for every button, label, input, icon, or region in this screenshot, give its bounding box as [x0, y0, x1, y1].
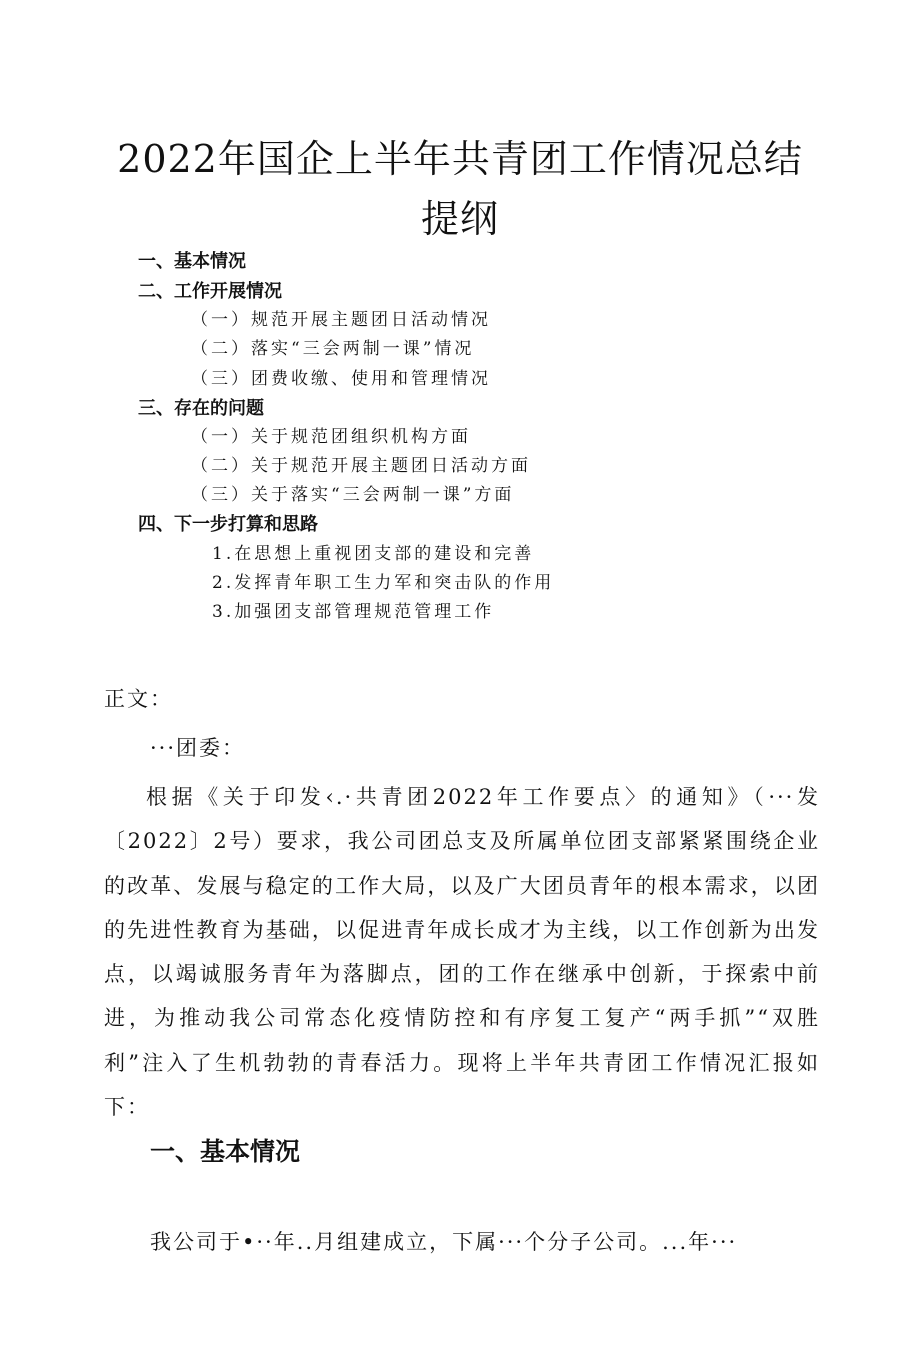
outline-heading-4: 四、下一步打算和思路 [138, 514, 318, 535]
outline-item: （二）关于规范开展主题团日活动方面 [191, 456, 531, 476]
intro-paragraph: 根据《关于印发‹.·共青团2022年工作要点〉的通知》（···发〔2022〕2号）要求，我公司团总支及所属单位团支部紧紧围绕企业的改革、发展与稳定的工作大局，以及广大团员青年的根本需求，以团的先进性教育为基础，以促进青年成长成才为主线，以工作创新为出发点，以竭诚服务青年为落脚点，团的工作在继承中创新，于探索中前进，为推动我公司常态化疫情防控和有序复工复产“两手抓”“双胜利”注入了生机勃勃的青春活力。现将上半年共青团工作情况汇报如下： [104, 785, 820, 1120]
outline-item: （一）规范开展主题团日活动情况 [191, 310, 491, 330]
outline-item: （二）落实“三会两制一课”情况 [191, 339, 475, 359]
salutation: ···团委： [150, 736, 246, 760]
outline-item: （三）关于落实“三会两制一课”方面 [191, 485, 515, 505]
outline-item: （一）关于规范团组织机构方面 [191, 427, 471, 447]
outline-item: 3.加强团支部管理规范管理工作 [212, 602, 495, 622]
document-title-line-1: 2022年国企上半年共青团工作情况总结 [117, 137, 803, 181]
outline-heading-1: 一、基本情况 [138, 251, 246, 272]
outline-heading-2: 二、工作开展情况 [138, 281, 282, 302]
body-label: 正文： [104, 687, 173, 711]
outline-item: 1.在思想上重视团支部的建设和完善 [212, 544, 535, 564]
section-text: 我公司于•··年..月组建成立，下属···个分子公司。...年··· [150, 1230, 738, 1254]
outline-item: （三）团费收缴、使用和管理情况 [191, 369, 491, 389]
document-title-line-2: 提纲 [420, 197, 499, 241]
section-heading: 一、基本情况 [150, 1137, 301, 1166]
outline-item: 2.发挥青年职工生力军和突击队的作用 [212, 573, 555, 593]
outline-heading-3: 三、存在的问题 [138, 398, 264, 419]
